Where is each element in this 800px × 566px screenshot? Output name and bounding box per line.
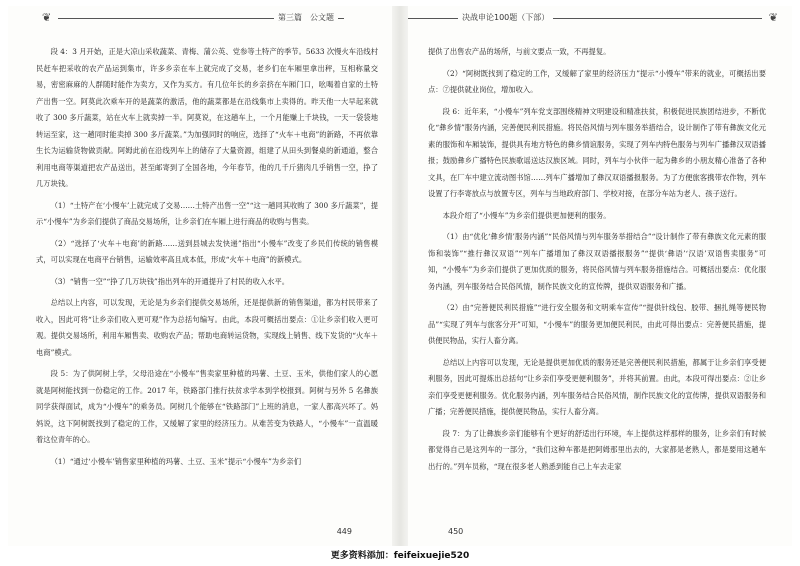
paragraph: （2）“阿树既找到了稳定的工作，又缓解了家里的经济压力”提示“小慢车”带来的就业，可概括出要点：⑦提供就业岗位，增加收入。 bbox=[428, 68, 766, 94]
book-gutter bbox=[392, 6, 408, 546]
paragraph: （3）“销售一空”“挣了几万块钱”指出列车的开通提升了村民的收入水平。 bbox=[50, 276, 290, 286]
left-page-header bbox=[8, 10, 392, 26]
paragraph: 段 4：3 月开始，正是大凉山采收蔬菜、青梅、蒲公英、党参等土特产的季节。5633 次慢火车沿线村民赶车把采收的农产品运到集市，许多乡亲在车上就完成了交易，老乡们在车厢里拿出秤，互相称量交易，密密麻麻的人群随时能作为卖方，又作为买方。有几位年长的乡亲挤在车厢门口，吆喝着自家的土特产出售一空。阿莫此次乘车开的是蔬菜的激活，他的蔬菜都是在沿线集市上卖得的。昨天他一大早起来就收了 300 多斤蔬菜，站在火车上就卖掉一半。阿莫说，在这趟车上，一个月能赚上千块钱，一天一袋袋地转运至家，这一趟同时能卖掉 300 多斤蔬菜。”为加强同时的响应，选择了“火车＋电商”的新路，不再依靠生长为运输货物做贡献。阿姆此前在沿线列车上的储存了大量资源，组建了从田头到餐桌的新通道，整合利用电商等渠道把农产品送出，甚至邮寄到了全国各地，今年春节，他的几千斤猪肉几乎销售一空，挣了几万块钱。 bbox=[36, 47, 378, 188]
left-page bbox=[8, 6, 392, 546]
paragraph: （2）“选择了‘火车＋电商’的新路……送到县城去发快递”指出“小慢车”改变了乡民们传统的销售模式，可以实现在电商平台销售，运输效率高且成本低，形成“火车＋电商”的新模式。 bbox=[36, 238, 378, 264]
header-ornament-icon: ❦ bbox=[42, 11, 52, 24]
paragraph: 总结以上内容可以发现，无论是提供更加优质的服务还是完善便民利民措施，都属于让乡亲们享受便利服务，因此可提炼出总括句“让乡亲们享受更便利服务”，并将其前置。由此，本段可得出要点：②让乡亲们享受更便利服务。优化服务内涵，列车服务结合民俗风情，制作民族文化的宣传牌，提供双语服务和广播；完善便民措施，提供便民物品，实行人畜分离。 bbox=[428, 357, 766, 416]
paragraph: （2）由“完善便民利民措施”“进行安全服务和文明乘车宣传”“提供针线包、胶带、捆扎绳等便民物品”“实现了列车与旅客分开”可知，“小慢车”的服务更加便民利民，由此可得出要点：完善便民措施，提供便民物品，实行人畜分离。 bbox=[428, 303, 766, 345]
footer-watermark-text: 更多资料添加：feifeixuejie520 bbox=[330, 551, 470, 561]
right-page-header bbox=[408, 10, 792, 26]
paragraph: （1）由“优化‘彝乡情’服务内涵”“民俗风情与列车服务举措结合”“设计制作了带有彝族文化元素的服饰和装饰”“推行彝汉双语”“列车广播增加了彝汉双语播报服务”“提供‘彝语’‘汉语’双语售卖服务”可知，“小慢车”为乡亲们提供了更加优质的服务，将民俗风情与列车服务措施结合。可概括出要点：优化服务内涵，列车服务结合民俗风情，制作民族文化的宣传牌，提供双语服务和广播。 bbox=[428, 232, 766, 291]
paragraph: 段 7：为了让彝族乡亲们能够有个更好的舒适出行环境，车上提供这样那样的服务，让乡亲们有时候都觉得自己是这列车的一部分，“我们这种车都是把阿姆那里出去的，大家都是老熟人，都是要用这趟车出行的。”列车员称，“现在很多老人熟悉到能自己上车去走家 bbox=[428, 428, 766, 471]
page-number: 449 bbox=[336, 527, 352, 536]
paragraph: 段 6：近年来，“小慢车”列车党支部围绕精神文明建设和精准扶贫，积极促进民族团结进步，不断优化“彝乡情”服务内涵，完善便民利民措施。将民俗风情与列车服务举措结合，设计制作了带有彝族文化元素的服饰和车厢装饰，提供具有地方特色的彝乡情谊服务，实现了列车内特色服务与列车广播彝汉双语播报；鼓励彝乡广播特色民族歌谣送达汉族区域。同时，列车与小伙伴一起为彝乡的小朋友精心准备了各种文具，在厂车中建立流动图书馆……列车广播增加了彝汉双语播报服务。为了方便旅客携带农作物，列车设置了行李寄放点与放置专区，列车与当地政府部门、学校对接，在部分车站为老人、孩子送行。 bbox=[428, 106, 766, 198]
paragraph: 总结以上内容，可以发现，无论是为乡亲们提供交易场所，还是提供新的销售渠道，都为村民带来了收入，因此可将“让乡亲们收入更可观”作为总括句编写。由此，本段可概括出要点：①让乡亲们收入更可观。提供交易场所，利用车厢售卖、收购农产品；帮助电商转运货物，实现线上销售、线下发货的“火车＋电商”模式。 bbox=[36, 298, 378, 357]
right-page-header-title: 决战申论100题（下部） bbox=[458, 10, 553, 26]
paragraph: 段 5：为了供阿树上学，父母沿途在“小慢车”售卖家里种植的玛薯、土豆、玉米，供他们家人的心愿就是阿树能找到一份稳定的工作。2017 年，铁路部门推行扶贫求学本到学校报到。阿树与另外 5 名彝族同学获得面试，成为“小慢车”的乘务员。阿树几个能够在“铁路部门”上班的消息，一家人都高兴坏了。妈妈说，这下阿树既找到了稳定的工作，又缓解了家里的经济压力。从难苦变为铁路人，“小慢车”一直温暖着这位青年的心。 bbox=[36, 369, 378, 444]
page-number: 450 bbox=[448, 527, 464, 536]
paragraph: （1）“通过‘小慢车’销售家里种植的玛薯、土豆、玉米”提示“小慢车”为乡亲们 bbox=[50, 456, 301, 466]
right-page bbox=[408, 6, 792, 546]
right-page-body bbox=[428, 44, 766, 480]
left-page-body bbox=[36, 44, 378, 475]
paragraph: 提供了出售农产品的场所，与前文要点一致，不再提复。 bbox=[428, 47, 611, 56]
paragraph: 本段介绍了“小慢车”为乡亲们提供更加便利的服务。 bbox=[442, 210, 611, 220]
header-ornament-icon: ❦ bbox=[768, 11, 778, 24]
paragraph: （1）“土特产在‘小慢车’上就完成了交易……土特产出售一空”“这一趟同其收购了 300 多斤蔬菜”，提示“小慢车”为乡亲们提供了商品交易场所，让乡亲们在车厢上进行商品的收购与售卖。 bbox=[36, 200, 378, 226]
left-page-header-title: 第三篇 公文题 bbox=[274, 10, 338, 26]
